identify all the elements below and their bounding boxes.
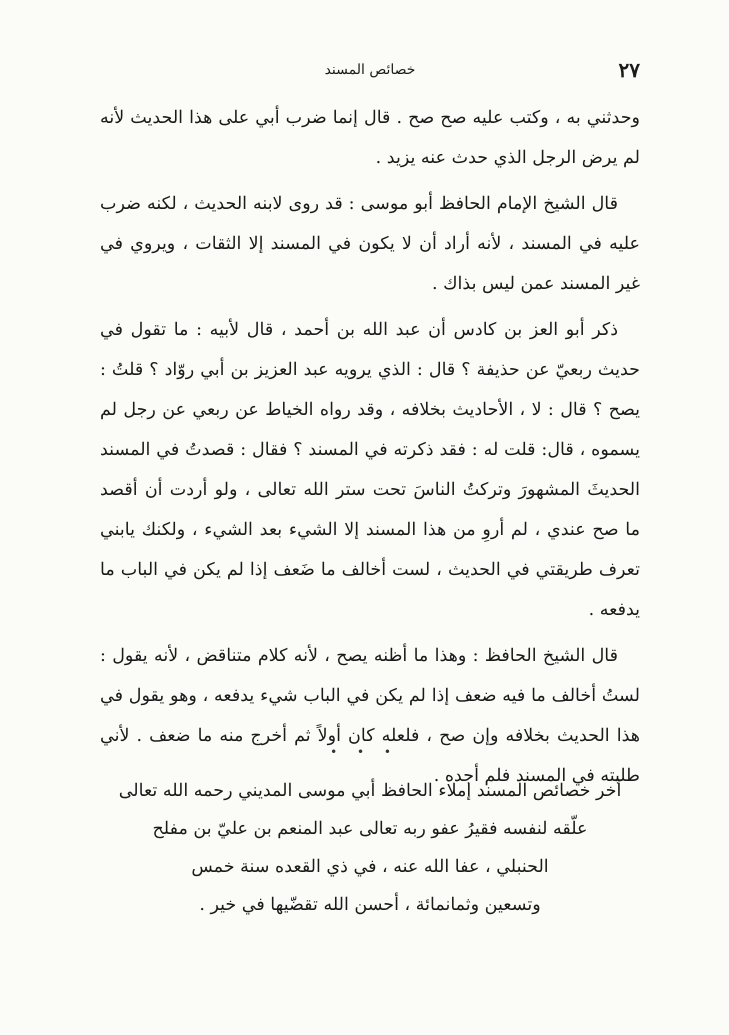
colophon — [100, 772, 640, 924]
section-separator: • • • — [330, 745, 399, 759]
running-head — [100, 58, 640, 92]
main-text — [100, 98, 640, 802]
page-number: ٢٧ — [618, 58, 640, 82]
paragraph: قال الشيخ الحافظ : وهذا ما أظنه يصح ، لأنه كلام متناقض ، لأنه يقول : لستُ أخالف ما فيه ضعف إذا لم يكن في الباب شيء يدفعه ، وهو يقول في هذا الحديث بخلافه وإن صح ، فلعله كان أولاً ثم أخرج منه ما ضعف . لأني طلبته في المسند فلم أجده . — [100, 646, 640, 786]
paragraph: قال الشيخ الإمام الحافظ أبو موسى : قد روى لابنه الحديث ، لكنه ضرب عليه في المسند ، لأنه أراد أن لا يكون في المسند إلا الثقات ، ويروي في غير المسند عمن ليس بذاك . — [100, 194, 640, 294]
colophon-line: الحنبلي ، عفا الله عنه ، في ذي القعده سنة خمس — [191, 857, 549, 877]
paragraph: وحدثني به ، وكتب عليه صح صح . قال إنما ضرب أبي على هذا الحديث لأنه لم يرض الرجل الذي حدث عنه يزيد . — [100, 108, 640, 168]
paragraph: ذكر أبو العز بن كادس أن عبد الله بن أحمد ، قال لأبيه : ما تقول في حديث ربعيّ عن حذيفة ؟ قال : الذي يرويه عبد العزيز بن أبي روّاد ؟ قلتُ : يصح ؟ قال : لا ، الأحاديث بخلافه ، وقد رواه الخياط عن ربعي عن رجل لم يسموه ، قال: قلت له : فقد ذكرته في المسند ؟ فقال : قصدتُ في المسند الحديثَ المشهورَ وتركتُ الناسَ تحت ستر الله تعالى ، ولو أردت أن أقصد ما صح عندي ، لم أروِ من هذا المسند إلا الشيء بعد الشيء ، ولكنك يابني تعرف طريقتي في الحديث ، لست أخالف ما ضَعف إذا لم يكن في الباب ما يدفعه . — [100, 320, 640, 620]
colophon-line: وتسعين وثمانمائة ، أحسن الله تقضّيها في خير . — [199, 895, 541, 915]
colophon-line: آخر خصائص المسند إملاء الحافظ أبي موسى المديني رحمه الله تعالى — [118, 781, 622, 801]
colophon-line: علّقه لنفسه فقيرُ عفو ربه تعالى عبد المنعم بن عليّ بن مفلح — [152, 819, 588, 839]
running-title: خصائص المسند — [324, 62, 416, 78]
